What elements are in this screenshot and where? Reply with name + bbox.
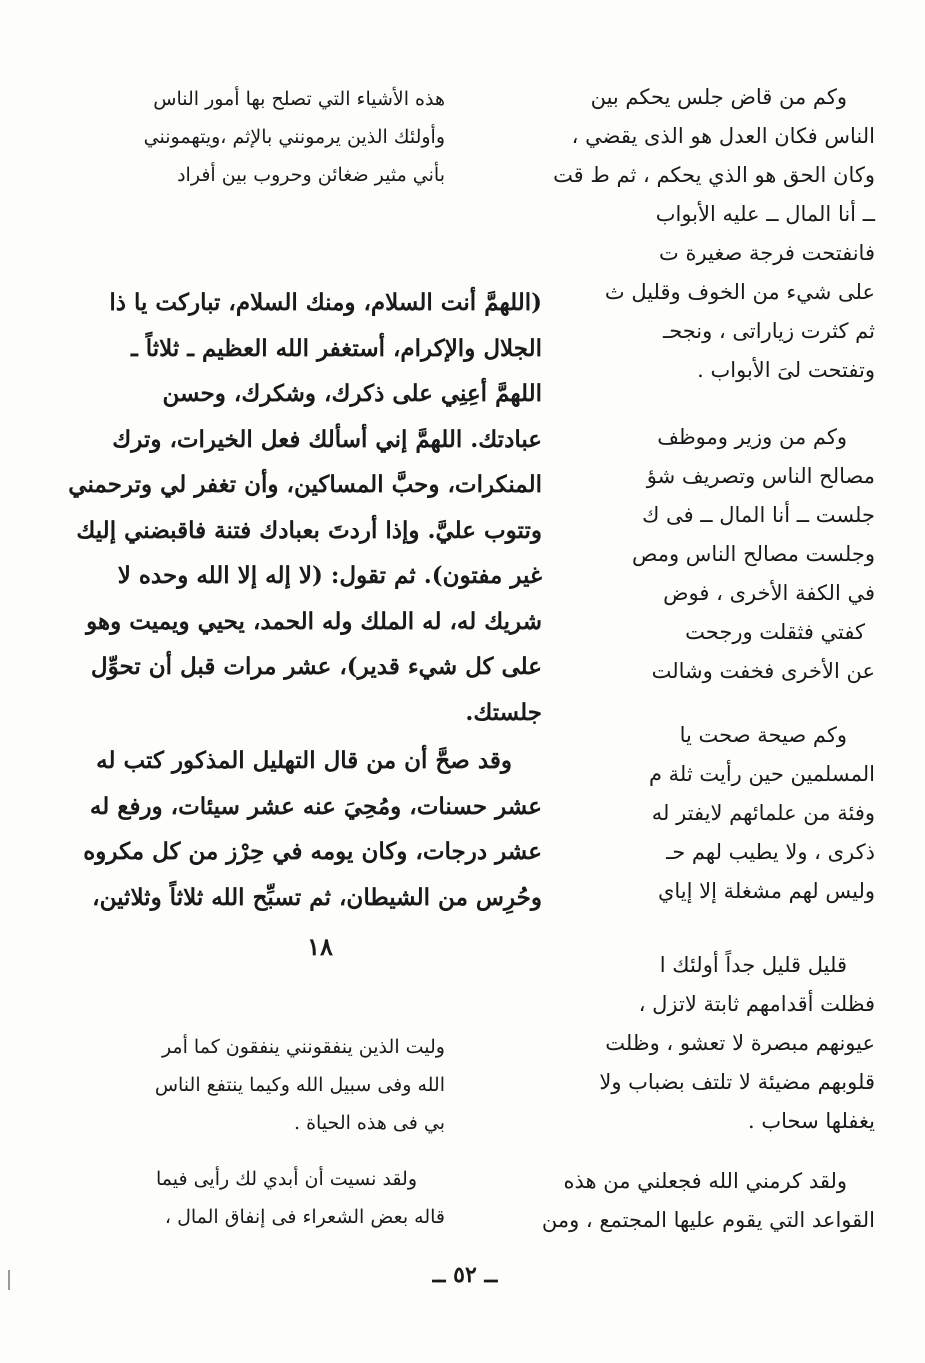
text-line: المسلمين حين رأيت ثلة م [648, 762, 875, 786]
text-line: غير مفتون). ثم تقول: (لا إله إلا الله وحده لا [117, 562, 542, 589]
lower-left-paragraph-1 [90, 1028, 445, 1142]
text-line: وتفتحت لىَ الأبواب . [697, 358, 875, 382]
text-line: بي فى هذه الحياة . [294, 1112, 445, 1134]
text-line: وكم من قاض جلس يحكم بين [590, 85, 847, 109]
text-line: فانفتحت فرجة صغيرة ت [659, 241, 875, 265]
text-line: شريك له، له الملك وله الحمد، يحيي ويميت وهو [86, 607, 542, 635]
text-line: وقد صحَّ أن من قال التهليل المذكور كتب له [96, 747, 512, 774]
text-line: وكان الحق هو الذي يحكم ، ثم ط قت [553, 163, 875, 187]
text-line: وفئة من علمائهم لايفتر له [651, 801, 875, 825]
page-number: ــ ٥٢ ــ [432, 1262, 498, 1288]
lower-left-paragraph-2 [90, 1160, 445, 1236]
text-line: وتتوب عليَّ. وإذا أردتَ بعبادك فتنة فاقبضني إليك [76, 516, 542, 544]
text-line: يغفلها سحاب . [748, 1109, 875, 1133]
text-line: وجلست مصالح الناس ومص [632, 542, 875, 566]
text-line: الجلال والإكرام، أستغفر الله العظيم ـ ثلاثاً ـ [130, 334, 542, 362]
text-line: عيونهم مبصرة لا تعشو ، وظلت [605, 1031, 875, 1055]
text-line: عشر حسنات، ومُحِيَ عنه عشر سيئات، ورفع له [89, 792, 542, 820]
scan-edge-mark [8, 1270, 10, 1290]
right-column-top-paragraph [515, 78, 875, 390]
text-line: ــ أنا المال ــ عليه الأبواب [655, 202, 875, 226]
right-column-final-paragraph [515, 1162, 875, 1240]
text-line: كفتي فثقلت ورجحت [685, 620, 865, 644]
text-line: هذه الأشياء التي تصلح بها أمور الناس [153, 88, 445, 110]
text-line: مصالح الناس وتصريف شؤ [646, 464, 875, 488]
text-line: المنكرات، وحبَّ المساكين، وأن تغفر لي وترحمني [68, 471, 542, 498]
text-line: وحُرِس من الشيطان، ثم تسبِّح الله ثلاثاً وثلاثين، [92, 883, 542, 911]
text-line: وكم صيحة صحت يا [679, 723, 847, 747]
text-line: ولقد نسيت أن أبدي لك رأيى فيما [155, 1168, 417, 1190]
right-column-lower-paragraph [615, 716, 875, 911]
text-line: اللهمَّ أعِنِي على ذكرك، وشكرك، وحسن [162, 380, 542, 407]
text-line: الناس فكان العدل هو الذى يقضي ، [571, 124, 875, 148]
text-line: عن الأخرى فخفت وشالت [651, 659, 875, 683]
text-line: في الكفة الأخرى ، فوض [663, 581, 875, 605]
text-line: عشر درجات، وكان يومه في حِرْز من كل مكروه [83, 838, 542, 865]
text-line: جلستك. [465, 698, 542, 726]
text-line: قلوبهم مضيئة لا تلتف بضباب ولا [599, 1070, 875, 1094]
right-column-middle-paragraph [615, 418, 875, 691]
text-line: وليت الذين ينفقونني ينفقون كما أمر [161, 1036, 445, 1058]
dua-paragraph [68, 280, 542, 735]
text-line: وليس لهم مشغلة إلا إياي [657, 879, 875, 903]
text-line: (اللهمَّ أنت السلام، ومنك السلام، تباركت يا ذا [109, 289, 542, 316]
section-number: ١٨ [307, 932, 333, 961]
text-line: جلست ــ أنا المال ــ فى ك [642, 503, 875, 527]
text-line: ولقد كرمني الله فجعلني من هذه [563, 1169, 847, 1193]
text-line: قاله بعض الشعراء فى إنفاق المال ، [164, 1206, 445, 1228]
tahlil-paragraph [72, 738, 542, 920]
text-line: على شيء من الخوف وقليل ث [604, 280, 875, 304]
text-line: ذكرى ، ولا يطيب لهم حـ [666, 840, 875, 864]
text-line: وكم من وزير وموظف [657, 425, 847, 449]
upper-left-paragraph [90, 80, 445, 194]
text-line: عبادتك. اللهمَّ إني أسألك فعل الخيرات، وترك [112, 425, 542, 453]
text-line: القواعد التي يقوم عليها المجتمع ، ومن [541, 1208, 875, 1232]
text-line: بأني مثير ضغائن وحروب بين أفراد [177, 164, 445, 186]
text-line: قليل قليل جداً أولئك ا [659, 953, 847, 977]
text-line: فظلت أقدامهم ثابتة لاتزل ، [638, 992, 875, 1016]
text-line: وأولئك الذين يرمونني بالإثم ،ويتهمونني [143, 126, 445, 148]
text-line: ثم كثرت زياراتى ، ونجحـ [663, 319, 875, 343]
right-column-bottom-paragraph [515, 946, 875, 1141]
text-line: على كل شيء قدير)، عشر مرات قبل أن تحوِّل [90, 653, 542, 680]
text-line: الله وفى سبيل الله وكيما ينتفع الناس [154, 1074, 445, 1096]
